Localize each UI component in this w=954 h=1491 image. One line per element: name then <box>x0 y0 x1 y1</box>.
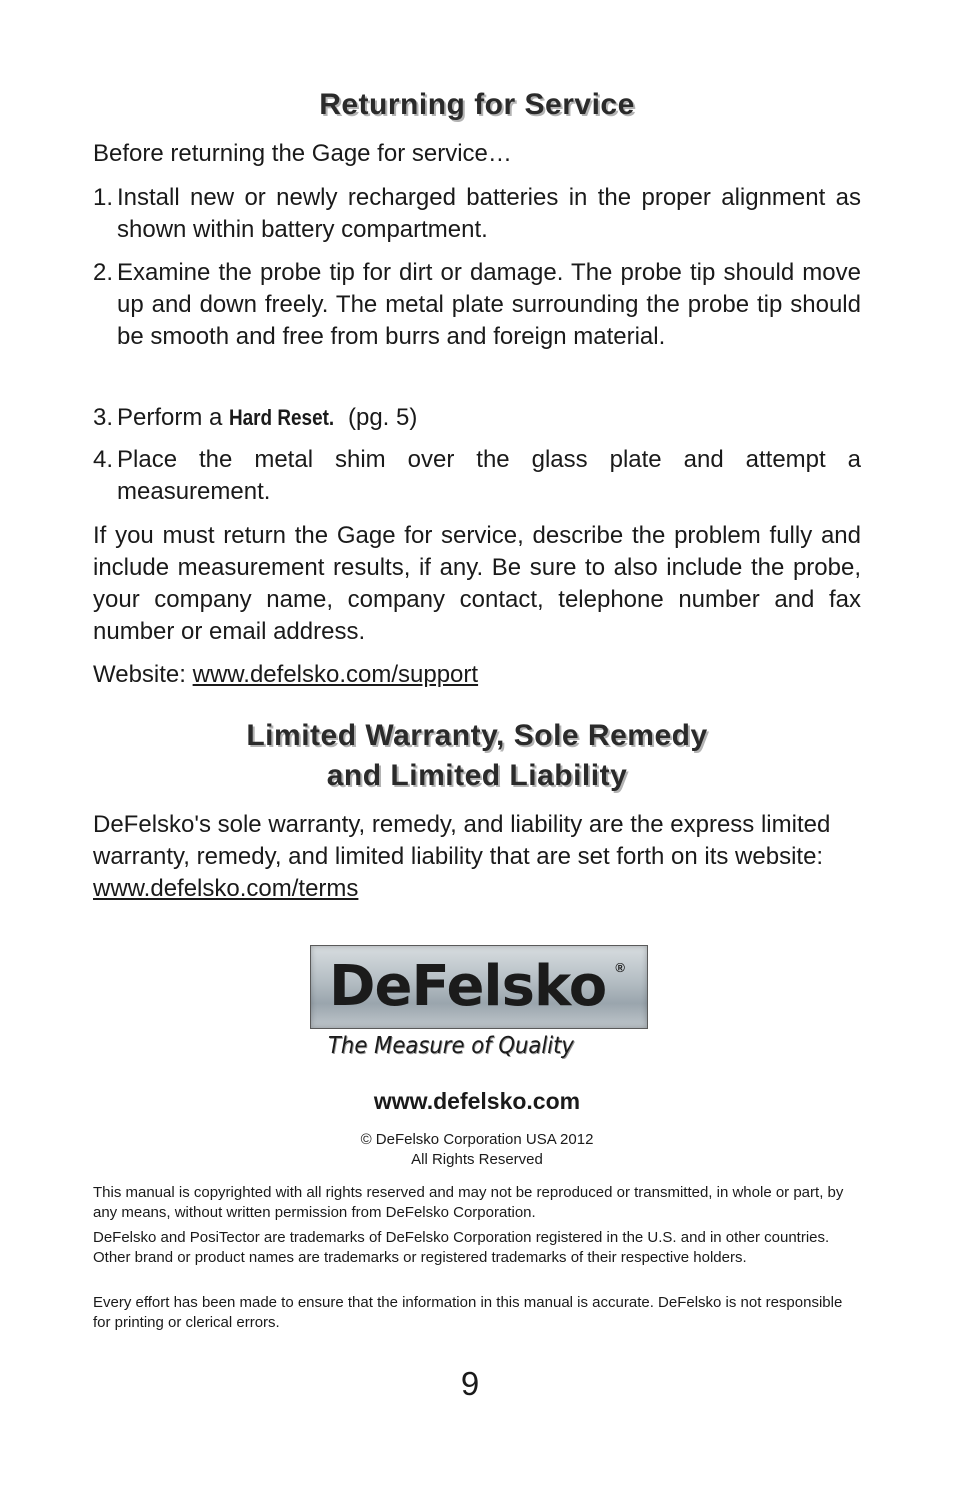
logo-plate <box>310 945 648 1029</box>
accuracy-notice: Every effort has been made to ensure that the information in this manual is accurate. DeFelsko is not responsible for printing or clerical errors. <box>93 1294 843 1331</box>
copyright-line1: © DeFelsko Corporation USA 2012 <box>360 1131 594 1148</box>
website-label: Website: <box>93 661 193 688</box>
warranty-body: DeFelsko's sole warranty, remedy, and liability are the express limited warranty, remedy, and limited liability that are set forth on its website: <box>93 811 831 870</box>
list-item-number: 1. <box>93 184 114 211</box>
list-item-number: 3. <box>93 404 114 431</box>
warranty-heading-line2: and Limited Liability <box>326 759 628 792</box>
list-item-text: Install new or newly recharged batteries in the proper alignment as shown within battery compartment. <box>117 184 861 243</box>
company-website: www.defelsko.com <box>373 1088 581 1114</box>
list-item-text: Examine the probe tip for dirt or damage. The probe tip should move up and down freely. The metal plate surrounding the probe tip should be smooth and free from burrs and foreign material. <box>117 259 861 350</box>
warranty-text <box>93 809 861 905</box>
copyright <box>93 1130 861 1170</box>
copyright-line2: All Rights Reserved <box>411 1151 543 1168</box>
trademark-notice: DeFelsko and PosiTector are trademarks of DeFelsko Corporation registered in the U.S. and in other countries. Other brand or product names are trademarks or registered trademarks of their respective holders. <box>93 1229 830 1266</box>
copyright-notice: This manual is copyrighted with all rights reserved and may not be reproduced or transmitted, in whole or part, by any means, without written permission from DeFelsko Corporation. <box>93 1184 844 1221</box>
defelsko-logo <box>310 945 648 1059</box>
intro-text: Before returning the Gage for service… <box>93 140 512 167</box>
return-instructions: If you must return the Gage for service, describe the problem fully and include measurement results, if any. Be sure to also include the probe, your company name, company contact, telephone number and fax number or email address. <box>93 522 861 645</box>
list-item-3 <box>93 402 861 434</box>
returning-for-service-heading: Returning for Service <box>319 88 635 121</box>
logo-tagline: The Measure of Quality <box>328 1033 574 1059</box>
support-link[interactable]: www.defelsko.com/support <box>192 661 479 688</box>
terms-link[interactable]: www.defelsko.com/terms <box>93 875 359 902</box>
support-website-line <box>93 659 861 691</box>
warranty-heading <box>93 716 861 796</box>
registered-mark: ® <box>615 960 625 975</box>
page-ref: (pg. 5) <box>341 404 418 431</box>
list-item-number: 2. <box>93 259 114 286</box>
list-item-text: Place the metal shim over the glass plate and attempt a measurement. <box>117 446 861 505</box>
list-item-1 <box>93 182 861 246</box>
list-item-2 <box>93 257 861 353</box>
hard-reset-term: Hard Reset. <box>229 405 335 430</box>
list-item-number: 4. <box>93 446 114 473</box>
list-item-text <box>117 402 861 434</box>
perform-text: Perform a <box>117 404 230 431</box>
logo-wordmark: DeFelsko <box>329 954 607 1019</box>
list-item-4 <box>93 444 861 508</box>
warranty-heading-line1: Limited Warranty, Sole Remedy <box>246 719 708 752</box>
page-number: 9 <box>460 1365 480 1402</box>
